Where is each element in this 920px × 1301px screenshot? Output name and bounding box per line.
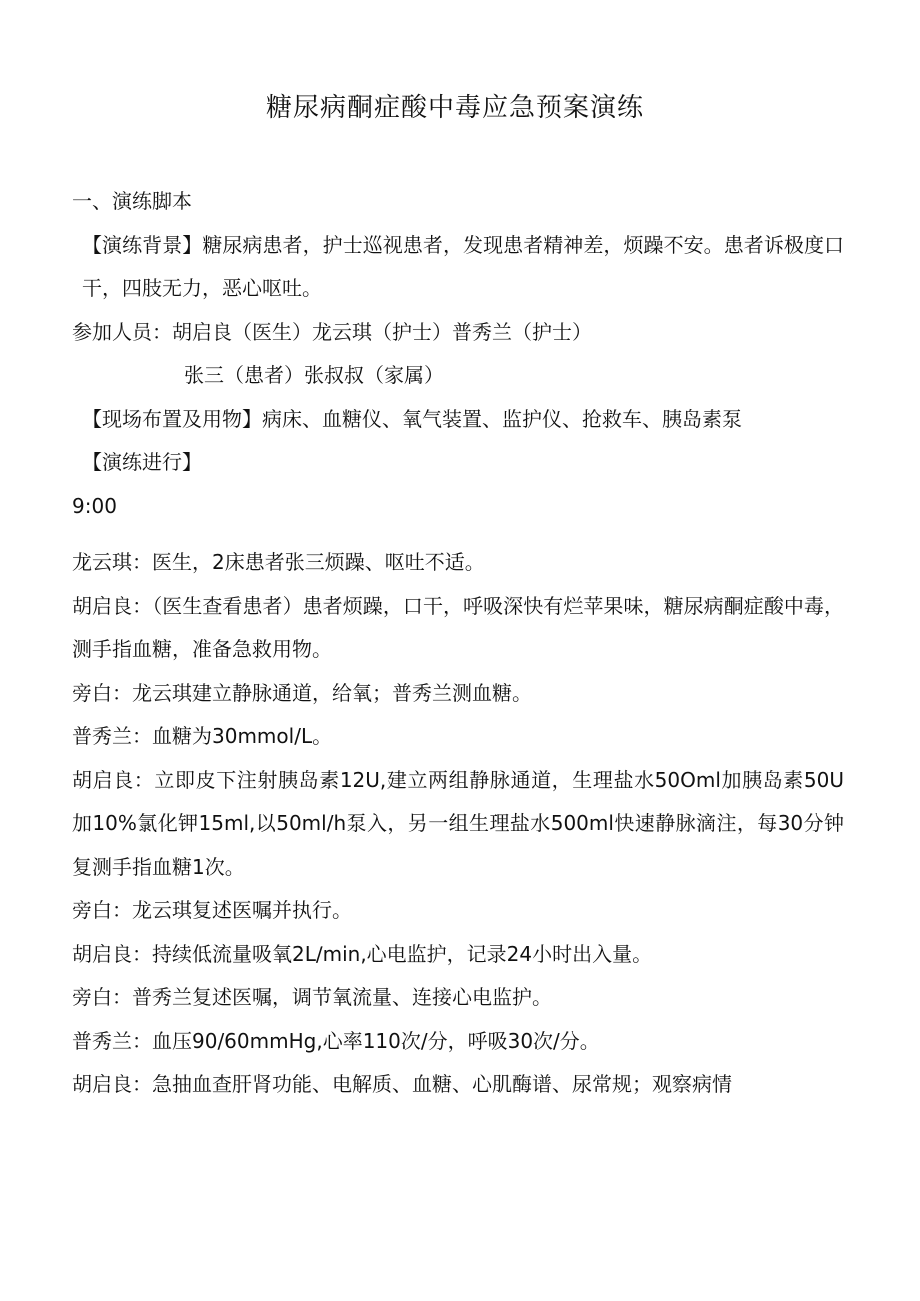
dialogue-line: 普秀兰：血糖为30mmol/L。 — [72, 724, 333, 748]
participants-line-1: 参加人员：胡启良（医生）龙云琪（护士）普秀兰（护士） — [72, 319, 592, 344]
dialogue-line: 旁白：普秀兰复述医嘱，调节氧流量、连接心电监护。 — [72, 985, 552, 1009]
dialogue-line: 旁白：龙云琪建立静脉通道，给氧；普秀兰测血糖。 — [72, 680, 532, 705]
dialogue-line: 旁白：龙云琪复述医嘱并执行。 — [72, 898, 352, 922]
dialogue-line: 胡启良：立即皮下注射胰岛素12U,建立两组静脉通道，生理盐水50Oml加胰岛素50U加10%氯化钾15ml,以50ml/h泵入，另一组生理盐水500ml快速静脉滴注，每30分钟复测手指血糖1次。 — [72, 767, 844, 879]
participants-line-2: 张三（患者）张叔叔（家属） — [184, 363, 444, 387]
drill-background-paragraph: 【演练背景】糖尿病患者，护士巡视患者，发现患者精神差，烦躁不安。患者诉极度口干，四肢无力，恶心呕吐。 — [82, 232, 844, 300]
dialogue-line: 胡启良：急抽血查肝肾功能、电解质、血糖、心肌酶谱、尿常规；观察病情 — [72, 1072, 732, 1096]
section-heading: 一、演练脚本 — [72, 189, 192, 213]
dialogue-line: 胡启良：（医生查看患者）患者烦躁，口干，呼吸深快有烂苹果味，糖尿病酮症酸中毒，测手指血糖，准备急救用物。 — [72, 593, 844, 661]
document-body — [72, 180, 844, 1107]
document-title: 糖尿病酮症酸中毒应急预案演练 — [265, 93, 644, 123]
drill-time: 9:00 — [72, 493, 117, 518]
drill-heading: 【演练进行】 — [82, 450, 202, 474]
setup-paragraph: 【现场布置及用物】病床、血糖仪、氧气装置、监护仪、抢救车、胰岛素泵 — [82, 406, 742, 431]
dialogue-line: 普秀兰：血压90/60mmHg,心率110次/分，呼吸30次/分。 — [72, 1028, 600, 1053]
dialogue-line: 胡启良：持续低流量吸氧2L∕min,心电监护，记录24小时出入量。 — [72, 941, 653, 966]
dialogue-line: 龙云琪：医生，2床患者张三烦躁、呕吐不适。 — [72, 550, 485, 574]
